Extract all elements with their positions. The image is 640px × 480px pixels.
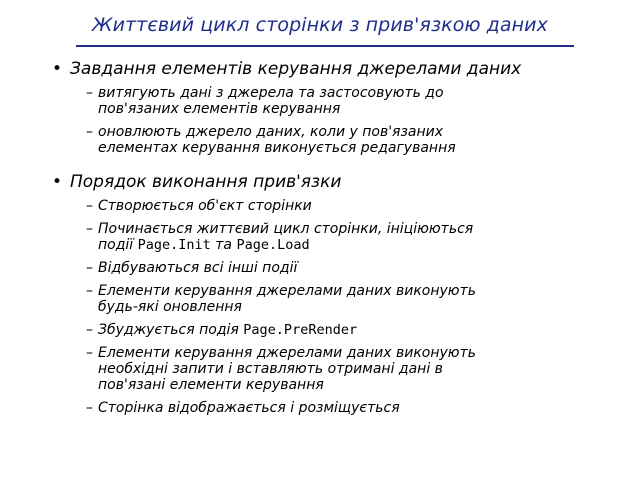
sub-list (48, 85, 628, 156)
slide-title: Життєвий цикл сторінки з прив'язкою даних (92, 14, 548, 36)
sub-item-text: та (210, 237, 237, 253)
sub-item-line: оновлюють джерело даних, коли у пов'язаних (98, 124, 444, 140)
title-underline (76, 45, 574, 47)
dash-icon: – (86, 322, 93, 338)
sub-item-line: пов'язані елементи керування (98, 377, 324, 393)
sub-item-line: Сторінка відображається і розміщується (98, 400, 400, 416)
sub-item (86, 85, 628, 117)
sub-item (86, 124, 628, 156)
sub-item-line: Починається життєвий цикл сторінки, ініціюються (98, 221, 474, 237)
sub-item-line: Створюється об'єкт сторінки (98, 198, 312, 214)
sub-item-line: Відбуваються всі інші події (98, 260, 298, 276)
dash-icon: – (86, 400, 93, 416)
dash-icon: – (86, 260, 93, 276)
sub-item-line: Елементи керування джерелами даних виконують (98, 345, 476, 361)
sub-item (86, 198, 628, 214)
section-binding-order (48, 171, 628, 416)
dash-icon: – (86, 345, 93, 361)
section-heading: Порядок виконання прив'язки (70, 172, 342, 192)
dash-icon: – (86, 198, 93, 214)
sub-item (86, 221, 628, 253)
dash-icon: – (86, 221, 93, 237)
spacer (48, 163, 628, 171)
sub-item-line: Елементи керування джерелами даних виконують (98, 283, 476, 299)
dash-icon: – (86, 85, 93, 101)
sub-item (86, 322, 628, 338)
bullet-item (48, 58, 628, 80)
bullet-item (48, 171, 628, 193)
code-page-load: Page.Load (236, 237, 310, 253)
sub-item (86, 260, 628, 276)
bullet-icon: • (52, 59, 63, 79)
dash-icon: – (86, 124, 93, 140)
sub-item-line: витягують дані з джерела та застосовують до (98, 85, 444, 101)
sub-item-text: Збуджується подія (98, 322, 244, 338)
sub-list (48, 198, 628, 416)
sub-item-line: необхідні запити і вставляють отримані дані в (98, 361, 443, 377)
sub-item (86, 400, 628, 416)
sub-item (86, 283, 628, 315)
sub-item-line: будь-які оновлення (98, 299, 242, 315)
code-page-prerender: Page.PreRender (243, 322, 358, 338)
sub-item-line: пов'язаних елементів керування (98, 101, 341, 117)
sub-item-text: події (98, 237, 138, 253)
section-heading: Завдання елементів керування джерелами даних (70, 59, 522, 79)
code-page-init: Page.Init (137, 237, 211, 253)
section-data-source-tasks (48, 58, 628, 156)
bullet-icon: • (52, 172, 63, 192)
sub-item (86, 345, 628, 393)
slide-content (48, 58, 628, 423)
dash-icon: – (86, 283, 93, 299)
sub-item-line: елементах керування виконується редагування (98, 140, 456, 156)
